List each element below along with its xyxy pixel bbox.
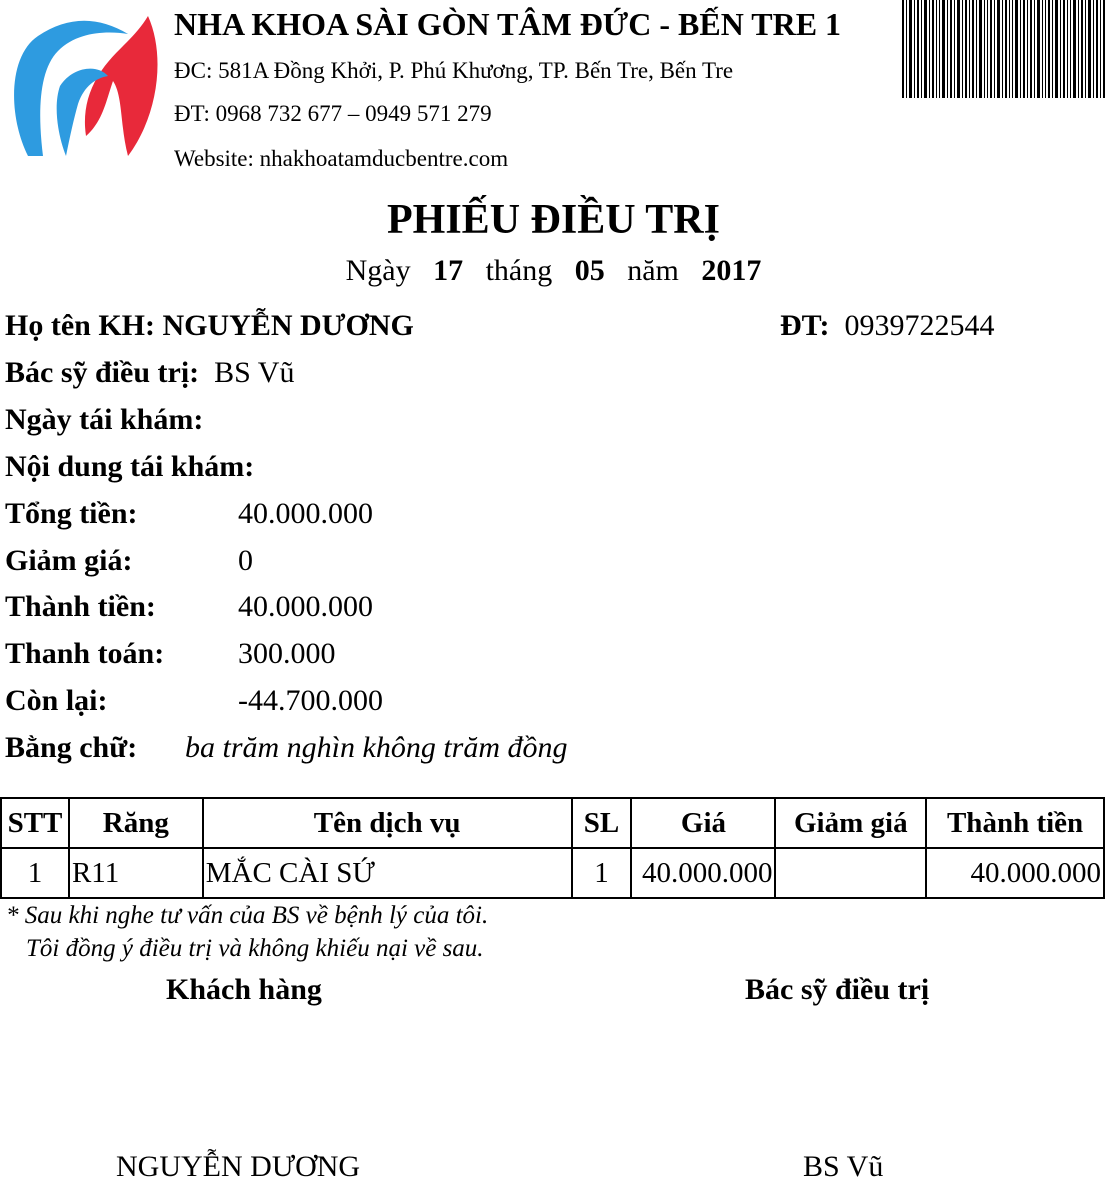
discount-value: 0 (238, 544, 253, 577)
customer-signature-name: NGUYỄN DƯƠNG (116, 1150, 361, 1183)
table-row (1, 848, 1104, 898)
date-year: 2017 (701, 254, 762, 287)
column-header-amount: Thành tiền (926, 798, 1104, 848)
customer-phone: 0939722544 (844, 309, 995, 342)
column-header-price: Giá (631, 798, 775, 848)
cell-stt: 1 (1, 848, 69, 898)
column-header-discount: Giảm giá (775, 798, 926, 848)
customer-name: NGUYỄN DƯƠNG (162, 309, 414, 342)
cell-service: MẮC CÀI SỨ (203, 848, 572, 898)
barcode-icon (900, 0, 1107, 98)
clinic-phone: ĐT: 0968 732 677 – 0949 571 279 (174, 101, 492, 126)
subtotal-value: 40.000.000 (238, 590, 373, 623)
in-words-label: Bằng chữ: (5, 731, 138, 764)
clinic-address: ĐC: 581A Đồng Khởi, P. Phú Khương, TP. Bến Tre, Bến Tre (174, 58, 734, 83)
doctor-label: Bác sỹ điều trị: (5, 356, 200, 389)
date-year-label: năm (627, 254, 679, 287)
date-day: 17 (433, 254, 464, 287)
revisit-content-label: Nội dung tái khám: (5, 450, 255, 483)
tooth-logo-icon (8, 6, 158, 166)
customer-name-label: Họ tên KH: (5, 309, 155, 342)
document-date (0, 254, 1107, 288)
doctor-name: BS Vũ (214, 356, 295, 389)
doctor-signature-label: Bác sỹ điều trị (745, 973, 930, 1006)
customer-name-row (5, 309, 414, 343)
consent-note-line-2: Tôi đồng ý điều trị và không khiếu nại về sau. (26, 935, 484, 962)
column-header-service: Tên dịch vụ (203, 798, 572, 848)
discount-label: Giảm giá: (5, 544, 133, 577)
revisit-date-label: Ngày tái khám: (5, 403, 204, 436)
column-header-stt: STT (1, 798, 69, 848)
clinic-website: Website: nhakhoatamducbentre.com (174, 146, 509, 171)
cell-discount (775, 848, 926, 898)
customer-signature-label: Khách hàng (166, 973, 322, 1006)
paid-value: 300.000 (238, 637, 336, 670)
cell-qty: 1 (572, 848, 632, 898)
column-header-tooth: Răng (69, 798, 203, 848)
customer-phone-row (780, 309, 994, 343)
remaining-label: Còn lại: (5, 684, 108, 717)
clinic-name: NHA KHOA SÀI GÒN TÂM ĐỨC - BẾN TRE 1 (174, 6, 842, 42)
document-title: PHIẾU ĐIỀU TRỊ (387, 197, 720, 243)
customer-phone-label: ĐT: (780, 309, 830, 342)
doctor-row (5, 356, 294, 390)
cell-price: 40.000.000 (631, 848, 775, 898)
cell-amount: 40.000.000 (926, 848, 1104, 898)
subtotal-label: Thành tiền: (5, 590, 156, 623)
total-label: Tổng tiền: (5, 497, 138, 530)
total-value: 40.000.000 (238, 497, 373, 530)
doctor-signature-name: BS Vũ (803, 1150, 884, 1183)
date-prefix: Ngày (345, 254, 411, 287)
remaining-value: -44.700.000 (238, 684, 383, 717)
table-header-row (1, 798, 1104, 848)
date-month: 05 (574, 254, 605, 287)
cell-tooth: R11 (69, 848, 203, 898)
services-table (0, 797, 1105, 899)
in-words-value: ba trăm nghìn không trăm đồng (185, 731, 568, 764)
paid-label: Thanh toán: (5, 637, 165, 670)
date-month-label: tháng (485, 254, 553, 287)
column-header-qty: SL (572, 798, 632, 848)
consent-note-line-1: * Sau khi nghe tư vấn của BS về bệnh lý của tôi. (6, 902, 489, 929)
